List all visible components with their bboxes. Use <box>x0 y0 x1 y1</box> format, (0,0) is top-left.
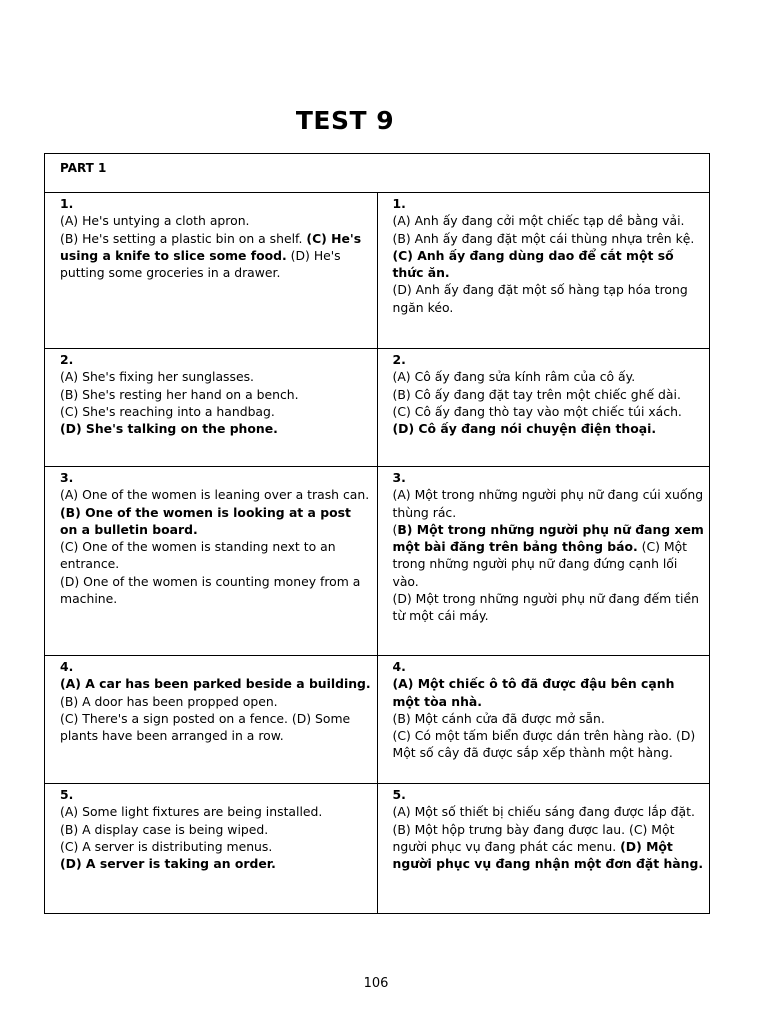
english-cell-3 <box>45 467 378 656</box>
english-cell-4 <box>45 656 378 784</box>
option-d: (D) He's putting some groceries in a drawer. <box>60 247 341 281</box>
vietnamese-cell-3 <box>377 467 710 656</box>
option-a-answer: (A) A car has been parked beside a building. <box>60 676 371 692</box>
option-c-answer: (C) He's using a knife to slice some food. <box>60 230 362 263</box>
option-a: (A) Một trong những người phụ nữ đang cúi xuống thùng rác. <box>392 487 704 520</box>
english-cell-2 <box>45 349 378 467</box>
option-c-d: (C) There's a sign posted on a fence. (D) Some plants have been arranged in a row. <box>60 710 351 744</box>
question-number: 2. <box>392 352 406 367</box>
option-d-answer: (D) A server is taking an order. <box>60 856 276 872</box>
option-a: (A) Một số thiết bị chiếu sáng đang được lắp đặt. <box>392 804 695 820</box>
vietnamese-cell-2 <box>377 349 710 467</box>
option-a: (A) He's untying a cloth apron. <box>60 213 250 229</box>
option-b: (B) A display case is being wiped. <box>60 821 269 837</box>
option-c: (C) One of the women is standing next to an entrance. <box>60 539 336 572</box>
option-d: (D) One of the women is counting money from a machine. <box>60 573 361 607</box>
option-c: (C) She's reaching into a handbag. <box>60 403 275 419</box>
option-a-answer: (A) Một chiếc ô tô đã được đậu bên cạnh một tòa nhà. <box>392 676 675 709</box>
vietnamese-cell-4 <box>377 656 710 784</box>
part-header-row <box>45 154 710 193</box>
question-number: 1. <box>60 196 74 211</box>
option-d-answer: (D) Một người phục vụ đang nhận một đơn đặt hàng. <box>392 838 704 872</box>
option-c-answer: (C) Anh ấy đang dùng dao để cắt một số thức ăn. <box>392 247 674 281</box>
question-row-4 <box>45 656 710 784</box>
question-number: 2. <box>60 352 74 367</box>
question-number: 3. <box>60 470 74 485</box>
option-d: (D) Anh ấy đang đặt một số hàng tạp hóa trong ngăn kéo. <box>392 282 688 315</box>
english-cell-5 <box>45 784 378 914</box>
part-label: PART 1 <box>45 154 710 193</box>
page-number: 106 <box>363 976 389 991</box>
question-row-5 <box>45 784 710 914</box>
option-a: (A) Some light fixtures are being installed. <box>60 804 323 820</box>
option-d-answer: (D) Cô ấy đang nói chuyện điện thoại. <box>392 421 657 437</box>
vietnamese-cell-5 <box>377 784 710 914</box>
question-row-3 <box>45 467 710 656</box>
question-number: 3. <box>392 470 406 485</box>
english-cell-1 <box>45 193 378 349</box>
question-number: 5. <box>392 787 406 802</box>
option-b: (B) Cô ấy đang đặt tay trên một chiếc ghế dài. <box>392 386 681 402</box>
option-a: (A) She's fixing her sunglasses. <box>60 369 254 385</box>
option-a: (A) One of the women is leaning over a trash can. <box>60 487 370 503</box>
question-number: 5. <box>60 787 74 802</box>
option-a: (A) Cô ấy đang sửa kính râm của cô ấy. <box>392 369 636 385</box>
option-d: (D) Một trong những người phụ nữ đang đếm tiền từ một cái máy. <box>392 591 699 624</box>
option-c-d: (C) Có một tấm biển được dán trên hàng rào. (D) Một số cây đã được sắp xếp thành một hàng. <box>392 728 696 761</box>
option-b: (B) A door has been propped open. <box>60 693 278 709</box>
question-number: 1. <box>392 196 406 211</box>
question-row-1 <box>45 193 710 349</box>
option-b: (B) Anh ấy đang đặt một cái thùng nhựa trên kệ. <box>392 230 695 246</box>
option-c: (C) Một trong những người phụ nữ đang đứng cạnh lối vào. <box>392 539 688 589</box>
option-a: (A) Anh ấy đang cởi một chiếc tạp dề bằng vải. <box>392 213 685 229</box>
option-b-c: (B) Một hộp trưng bày đang được lau. (C) Một người phục vụ đang phát các menu. <box>392 821 675 854</box>
option-d-answer: (D) She's talking on the phone. <box>60 421 278 437</box>
option-b: (B) She's resting her hand on a bench. <box>60 386 299 402</box>
option-b-answer: (B) One of the women is looking at a post on a bulletin board. <box>60 504 351 537</box>
option-c: (C) A server is distributing menus. <box>60 838 273 854</box>
question-number: 4. <box>392 659 406 674</box>
vietnamese-cell-1 <box>377 193 710 349</box>
question-number: 4. <box>60 659 74 674</box>
question-row-2 <box>45 349 710 467</box>
option-b-paren: ( <box>392 521 398 537</box>
option-b: (B) He's setting a plastic bin on a shelf. <box>60 230 307 246</box>
option-c: (C) Cô ấy đang thò tay vào một chiếc túi xách. <box>392 403 682 419</box>
option-b-answer: B) Một trong những người phụ nữ đang xem một bài đăng trên bảng thông báo. <box>392 521 704 555</box>
test-table <box>44 153 710 914</box>
page-title: TEST 9 <box>295 106 395 135</box>
option-b: (B) Một cánh cửa đã được mở sẵn. <box>392 710 605 726</box>
